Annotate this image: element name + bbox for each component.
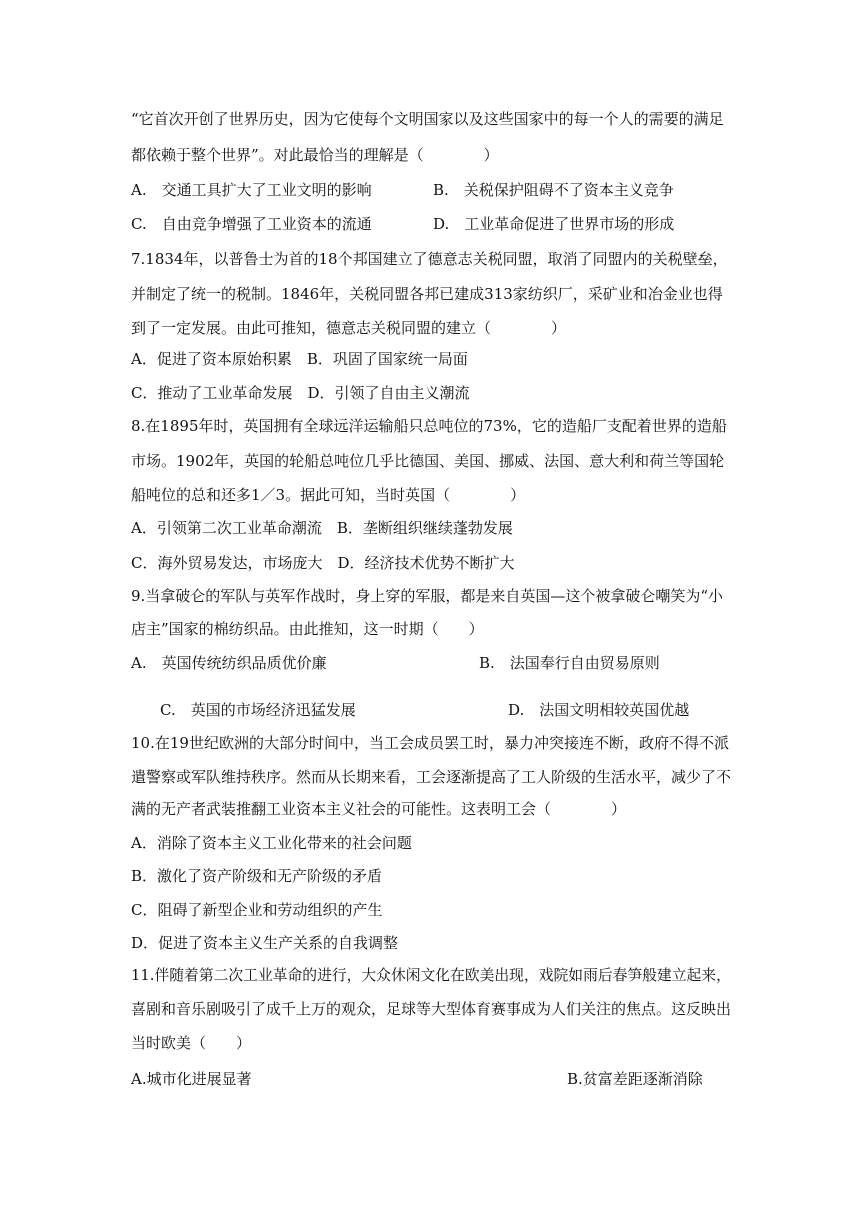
q11-option-a: A.城市化进展显著 <box>131 1070 252 1088</box>
q9-stem-line-2: 店主”国家的棉纺织品。由此推知，这一时期（ ） <box>131 620 484 638</box>
q6-option-a: A. 交通工具扩大了工业文明的影响 <box>131 181 372 199</box>
q7-stem-line-2: 并制定了统一的税制。1846年，关税同盟各邦已建成313家纺织厂，采矿业和冶金业也得 <box>131 285 723 303</box>
q8-options-ab: A．引领第二次工业革命潮流 B．垄断组织继续蓬勃发展 <box>131 519 513 537</box>
q11-stem-line-3: 当时欧美（ ） <box>131 1034 252 1052</box>
q10-option-a: A．消除了资本主义工业化带来的社会问题 <box>131 834 412 852</box>
q9-option-d: D. 法国文明相较英国优越 <box>508 701 690 719</box>
q9-option-a: A. 英国传统纺织品质优价廉 <box>131 654 327 672</box>
q9-option-c: C. 英国的市场经济迅猛发展 <box>160 701 356 719</box>
q7-options-ab: A．促进了资本原始积累 B．巩固了国家统一局面 <box>131 350 468 368</box>
q8-stem-line-1: 8.在1895年时，英国拥有全球远洋运输船只总吨位的73%，它的造船厂支配着世界的造船 <box>131 417 727 435</box>
q7-stem-line-1: 7.1834年，以普鲁士为首的18个邦国建立了德意志关税同盟，取消了同盟内的关税壁垒， <box>131 250 728 268</box>
q6-option-d: D. 工业革命促进了世界市场的形成 <box>433 215 675 233</box>
q8-stem-line-2: 市场。1902年，英国的轮船总吨位几乎比德国、美国、挪威、法国、意大利和荷兰等国轮 <box>131 452 725 470</box>
q6-option-c: C. 自由竞争增强了工业资本的流通 <box>131 215 372 233</box>
q8-options-cd: C．海外贸易发达，市场庞大 D．经济技术优势不断扩大 <box>131 554 515 572</box>
q10-stem-line-1: 10.在19世纪欧洲的大部分时间中，当工会成员罢工时，暴力冲突接连不断，政府不得不派 <box>131 734 729 752</box>
q11-option-b: B.贫富差距逐渐消除 <box>567 1070 703 1088</box>
q6-option-b: B. 关税保护阻碍不了资本主义竞争 <box>433 181 674 199</box>
q10-stem-line-3: 满的无产者武装推翻工业资本主义社会的可能性。这表明工会（ ） <box>131 800 627 818</box>
q10-option-c: C．阻碍了新型企业和劳动组织的产生 <box>131 901 383 919</box>
q10-stem-line-2: 遣警察或军队维持秩序。然而从长期来看，工会逐渐提高了工人阶级的生活水平，减少了不 <box>131 768 732 786</box>
q10-option-d: D．促进了资本主义生产关系的自我调整 <box>131 934 399 952</box>
q6-stem-line-2: 都依赖于整个世界”。对此最恰当的理解是（ ） <box>131 146 499 164</box>
q9-option-b: B. 法国奉行自由贸易原则 <box>479 654 660 672</box>
q8-stem-line-3: 船吨位的总和还多1／3。据此可知，当时英国（ ） <box>131 486 526 504</box>
q6-stem-line-1: “它首次开创了世界历史，因为它使每个文明国家以及这些国家中的每一个人的需要的满足 <box>131 110 724 128</box>
q9-stem-line-1: 9.当拿破仑的军队与英军作战时，身上穿的军服，都是来自英国—这个被拿破仑嘲笑为“小 <box>131 587 723 605</box>
q7-options-cd: C．推动了工业革命发展 D．引领了自由主义潮流 <box>131 384 470 402</box>
q10-option-b: B．激化了资产阶级和无产阶级的矛盾 <box>131 867 383 885</box>
q7-stem-line-3: 到了一定发展。由此可推知，德意志关税同盟的建立（ ） <box>131 319 567 337</box>
q11-stem-line-2: 喜剧和音乐剧吸引了成千上万的观众，足球等大型体育赛事成为人们关注的焦点。这反映出 <box>131 1000 732 1018</box>
q11-stem-line-1: 11.伴随着第二次工业革命的进行，大众休闲文化在欧美出现，戏院如雨后春笋般建立起来， <box>131 966 731 984</box>
